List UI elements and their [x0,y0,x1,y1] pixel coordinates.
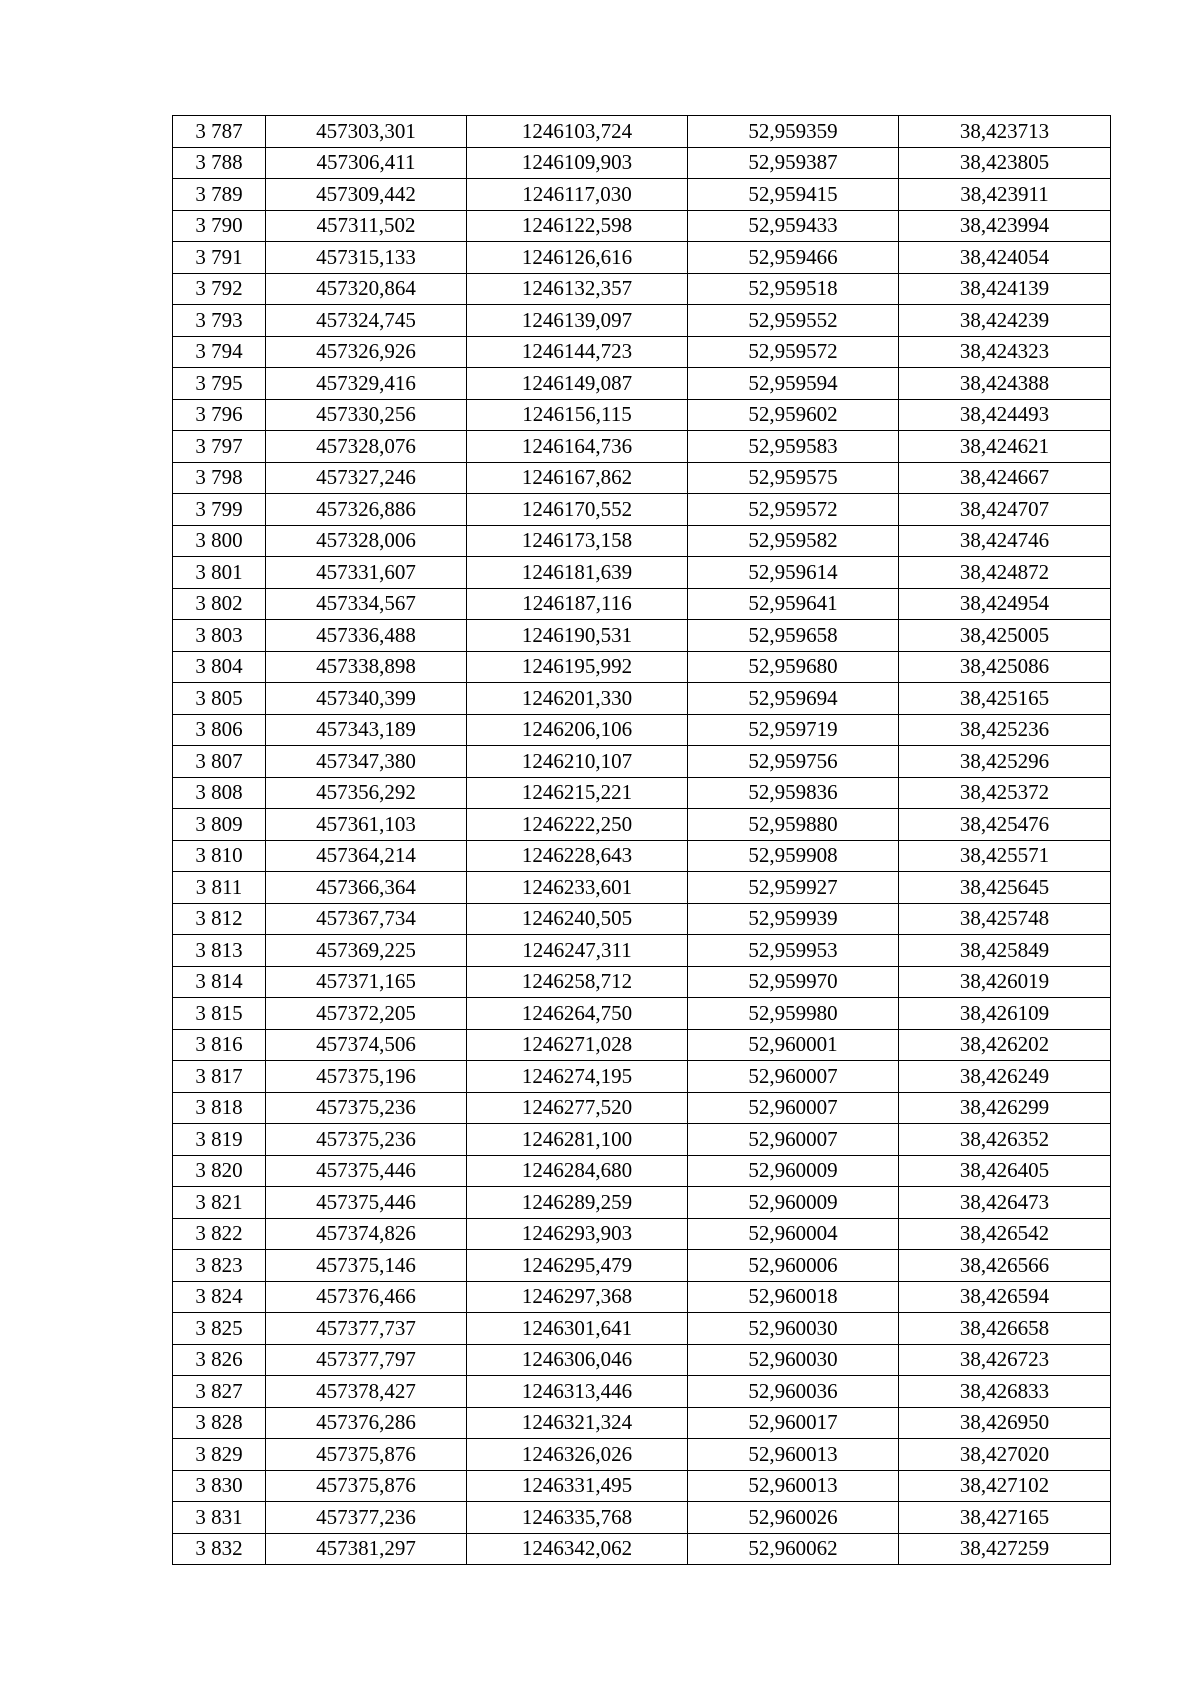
y-coordinate-cell: 1246117,030 [467,179,688,211]
latitude-cell: 52,959572 [688,494,899,526]
latitude-cell: 52,959518 [688,273,899,305]
y-coordinate-cell: 1246274,195 [467,1061,688,1093]
y-coordinate-cell: 1246258,712 [467,966,688,998]
longitude-cell: 38,425165 [899,683,1111,715]
x-coordinate-cell: 457328,006 [266,525,467,557]
longitude-cell: 38,424621 [899,431,1111,463]
point-number-cell: 3 811 [173,872,266,904]
y-coordinate-cell: 1246289,259 [467,1187,688,1219]
longitude-cell: 38,424139 [899,273,1111,305]
point-number-cell: 3 791 [173,242,266,274]
table-row [173,714,1111,746]
point-number-cell: 3 806 [173,714,266,746]
x-coordinate-cell: 457309,442 [266,179,467,211]
y-coordinate-cell: 1246109,903 [467,147,688,179]
x-coordinate-cell: 457366,364 [266,872,467,904]
point-number-cell: 3 828 [173,1407,266,1439]
y-coordinate-cell: 1246215,221 [467,777,688,809]
table-row [173,305,1111,337]
table-row [173,1218,1111,1250]
table-row [173,1502,1111,1534]
y-coordinate-cell: 1246195,992 [467,651,688,683]
latitude-cell: 52,960007 [688,1092,899,1124]
y-coordinate-cell: 1246233,601 [467,872,688,904]
table-row [173,1124,1111,1156]
y-coordinate-cell: 1246284,680 [467,1155,688,1187]
coordinates-table-body [173,116,1111,1565]
y-coordinate-cell: 1246331,495 [467,1470,688,1502]
x-coordinate-cell: 457378,427 [266,1376,467,1408]
point-number-cell: 3 801 [173,557,266,589]
y-coordinate-cell: 1246293,903 [467,1218,688,1250]
latitude-cell: 52,959552 [688,305,899,337]
table-row [173,935,1111,967]
point-number-cell: 3 821 [173,1187,266,1219]
table-row [173,1281,1111,1313]
longitude-cell: 38,425005 [899,620,1111,652]
longitude-cell: 38,427020 [899,1439,1111,1471]
point-number-cell: 3 802 [173,588,266,620]
point-number-cell: 3 817 [173,1061,266,1093]
x-coordinate-cell: 457311,502 [266,210,467,242]
x-coordinate-cell: 457375,446 [266,1187,467,1219]
y-coordinate-cell: 1246103,724 [467,116,688,148]
point-number-cell: 3 809 [173,809,266,841]
x-coordinate-cell: 457376,286 [266,1407,467,1439]
table-row [173,179,1111,211]
longitude-cell: 38,425296 [899,746,1111,778]
longitude-cell: 38,425571 [899,840,1111,872]
x-coordinate-cell: 457367,734 [266,903,467,935]
longitude-cell: 38,426109 [899,998,1111,1030]
latitude-cell: 52,959415 [688,179,899,211]
longitude-cell: 38,424323 [899,336,1111,368]
x-coordinate-cell: 457364,214 [266,840,467,872]
table-row [173,1029,1111,1061]
x-coordinate-cell: 457375,236 [266,1124,467,1156]
point-number-cell: 3 814 [173,966,266,998]
latitude-cell: 52,959694 [688,683,899,715]
x-coordinate-cell: 457338,898 [266,651,467,683]
latitude-cell: 52,960007 [688,1061,899,1093]
x-coordinate-cell: 457375,876 [266,1470,467,1502]
x-coordinate-cell: 457324,745 [266,305,467,337]
latitude-cell: 52,959939 [688,903,899,935]
table-row [173,462,1111,494]
latitude-cell: 52,959953 [688,935,899,967]
y-coordinate-cell: 1246301,641 [467,1313,688,1345]
table-row [173,1061,1111,1093]
longitude-cell: 38,423911 [899,179,1111,211]
latitude-cell: 52,959583 [688,431,899,463]
table-row [173,777,1111,809]
table-row [173,368,1111,400]
longitude-cell: 38,425372 [899,777,1111,809]
x-coordinate-cell: 457329,416 [266,368,467,400]
point-number-cell: 3 797 [173,431,266,463]
y-coordinate-cell: 1246126,616 [467,242,688,274]
latitude-cell: 52,960017 [688,1407,899,1439]
longitude-cell: 38,423713 [899,116,1111,148]
longitude-cell: 38,423805 [899,147,1111,179]
y-coordinate-cell: 1246206,106 [467,714,688,746]
table-row [173,903,1111,935]
longitude-cell: 38,426658 [899,1313,1111,1345]
point-number-cell: 3 818 [173,1092,266,1124]
x-coordinate-cell: 457376,466 [266,1281,467,1313]
longitude-cell: 38,426566 [899,1250,1111,1282]
point-number-cell: 3 799 [173,494,266,526]
longitude-cell: 38,424239 [899,305,1111,337]
table-row [173,998,1111,1030]
table-row [173,1155,1111,1187]
y-coordinate-cell: 1246281,100 [467,1124,688,1156]
latitude-cell: 52,959980 [688,998,899,1030]
longitude-cell: 38,425086 [899,651,1111,683]
point-number-cell: 3 829 [173,1439,266,1471]
table-row [173,651,1111,683]
point-number-cell: 3 813 [173,935,266,967]
y-coordinate-cell: 1246132,357 [467,273,688,305]
point-number-cell: 3 830 [173,1470,266,1502]
longitude-cell: 38,424493 [899,399,1111,431]
x-coordinate-cell: 457371,165 [266,966,467,998]
latitude-cell: 52,960026 [688,1502,899,1534]
longitude-cell: 38,426950 [899,1407,1111,1439]
point-number-cell: 3 827 [173,1376,266,1408]
point-number-cell: 3 831 [173,1502,266,1534]
latitude-cell: 52,960006 [688,1250,899,1282]
point-number-cell: 3 790 [173,210,266,242]
x-coordinate-cell: 457377,797 [266,1344,467,1376]
point-number-cell: 3 789 [173,179,266,211]
latitude-cell: 52,959359 [688,116,899,148]
x-coordinate-cell: 457331,607 [266,557,467,589]
latitude-cell: 52,959756 [688,746,899,778]
longitude-cell: 38,426542 [899,1218,1111,1250]
table-row [173,588,1111,620]
coordinates-table [172,115,1111,1565]
latitude-cell: 52,959466 [688,242,899,274]
table-row [173,210,1111,242]
point-number-cell: 3 816 [173,1029,266,1061]
point-number-cell: 3 787 [173,116,266,148]
latitude-cell: 52,960001 [688,1029,899,1061]
x-coordinate-cell: 457340,399 [266,683,467,715]
table-row [173,399,1111,431]
latitude-cell: 52,960013 [688,1439,899,1471]
latitude-cell: 52,959836 [688,777,899,809]
x-coordinate-cell: 457381,297 [266,1533,467,1565]
table-row [173,1470,1111,1502]
y-coordinate-cell: 1246164,736 [467,431,688,463]
x-coordinate-cell: 457375,446 [266,1155,467,1187]
table-row [173,1533,1111,1565]
x-coordinate-cell: 457375,196 [266,1061,467,1093]
point-number-cell: 3 815 [173,998,266,1030]
y-coordinate-cell: 1246271,028 [467,1029,688,1061]
x-coordinate-cell: 457328,076 [266,431,467,463]
y-coordinate-cell: 1246306,046 [467,1344,688,1376]
x-coordinate-cell: 457334,567 [266,588,467,620]
point-number-cell: 3 810 [173,840,266,872]
longitude-cell: 38,426405 [899,1155,1111,1187]
table-row [173,966,1111,998]
latitude-cell: 52,959387 [688,147,899,179]
table-row [173,872,1111,904]
y-coordinate-cell: 1246170,552 [467,494,688,526]
latitude-cell: 52,960007 [688,1124,899,1156]
y-coordinate-cell: 1246167,862 [467,462,688,494]
latitude-cell: 52,959582 [688,525,899,557]
x-coordinate-cell: 457356,292 [266,777,467,809]
y-coordinate-cell: 1246156,115 [467,399,688,431]
longitude-cell: 38,423994 [899,210,1111,242]
point-number-cell: 3 819 [173,1124,266,1156]
x-coordinate-cell: 457303,301 [266,116,467,148]
y-coordinate-cell: 1246240,505 [467,903,688,935]
x-coordinate-cell: 457347,380 [266,746,467,778]
x-coordinate-cell: 457361,103 [266,809,467,841]
y-coordinate-cell: 1246190,531 [467,620,688,652]
point-number-cell: 3 796 [173,399,266,431]
table-row [173,1407,1111,1439]
x-coordinate-cell: 457369,225 [266,935,467,967]
table-row [173,746,1111,778]
latitude-cell: 52,960013 [688,1470,899,1502]
longitude-cell: 38,425236 [899,714,1111,746]
table-row [173,147,1111,179]
table-row [173,431,1111,463]
point-number-cell: 3 798 [173,462,266,494]
x-coordinate-cell: 457375,236 [266,1092,467,1124]
y-coordinate-cell: 1246210,107 [467,746,688,778]
x-coordinate-cell: 457377,737 [266,1313,467,1345]
latitude-cell: 52,959572 [688,336,899,368]
longitude-cell: 38,424054 [899,242,1111,274]
longitude-cell: 38,424746 [899,525,1111,557]
longitude-cell: 38,424707 [899,494,1111,526]
longitude-cell: 38,427259 [899,1533,1111,1565]
table-row [173,1092,1111,1124]
point-number-cell: 3 824 [173,1281,266,1313]
table-row [173,1313,1111,1345]
longitude-cell: 38,426833 [899,1376,1111,1408]
latitude-cell: 52,959575 [688,462,899,494]
latitude-cell: 52,959970 [688,966,899,998]
point-number-cell: 3 803 [173,620,266,652]
table-row [173,1439,1111,1471]
latitude-cell: 52,959880 [688,809,899,841]
longitude-cell: 38,425849 [899,935,1111,967]
y-coordinate-cell: 1246321,324 [467,1407,688,1439]
point-number-cell: 3 807 [173,746,266,778]
table-row [173,494,1111,526]
table-row [173,1376,1111,1408]
latitude-cell: 52,959908 [688,840,899,872]
x-coordinate-cell: 457320,864 [266,273,467,305]
point-number-cell: 3 804 [173,651,266,683]
x-coordinate-cell: 457326,886 [266,494,467,526]
x-coordinate-cell: 457375,876 [266,1439,467,1471]
point-number-cell: 3 808 [173,777,266,809]
latitude-cell: 52,959602 [688,399,899,431]
x-coordinate-cell: 457336,488 [266,620,467,652]
point-number-cell: 3 800 [173,525,266,557]
x-coordinate-cell: 457330,256 [266,399,467,431]
y-coordinate-cell: 1246297,368 [467,1281,688,1313]
table-row [173,525,1111,557]
longitude-cell: 38,426202 [899,1029,1111,1061]
y-coordinate-cell: 1246181,639 [467,557,688,589]
latitude-cell: 52,959641 [688,588,899,620]
table-row [173,336,1111,368]
point-number-cell: 3 826 [173,1344,266,1376]
latitude-cell: 52,959680 [688,651,899,683]
y-coordinate-cell: 1246313,446 [467,1376,688,1408]
x-coordinate-cell: 457377,236 [266,1502,467,1534]
latitude-cell: 52,959433 [688,210,899,242]
table-row [173,809,1111,841]
point-number-cell: 3 793 [173,305,266,337]
point-number-cell: 3 832 [173,1533,266,1565]
point-number-cell: 3 792 [173,273,266,305]
point-number-cell: 3 812 [173,903,266,935]
longitude-cell: 38,426352 [899,1124,1111,1156]
point-number-cell: 3 820 [173,1155,266,1187]
y-coordinate-cell: 1246122,598 [467,210,688,242]
x-coordinate-cell: 457326,926 [266,336,467,368]
x-coordinate-cell: 457374,826 [266,1218,467,1250]
longitude-cell: 38,426594 [899,1281,1111,1313]
y-coordinate-cell: 1246277,520 [467,1092,688,1124]
latitude-cell: 52,959719 [688,714,899,746]
longitude-cell: 38,425476 [899,809,1111,841]
y-coordinate-cell: 1246139,097 [467,305,688,337]
longitude-cell: 38,426723 [899,1344,1111,1376]
table-row [173,273,1111,305]
x-coordinate-cell: 457375,146 [266,1250,467,1282]
x-coordinate-cell: 457374,506 [266,1029,467,1061]
y-coordinate-cell: 1246201,330 [467,683,688,715]
y-coordinate-cell: 1246173,158 [467,525,688,557]
table-row [173,557,1111,589]
y-coordinate-cell: 1246187,116 [467,588,688,620]
latitude-cell: 52,960004 [688,1218,899,1250]
point-number-cell: 3 805 [173,683,266,715]
y-coordinate-cell: 1246222,250 [467,809,688,841]
longitude-cell: 38,426249 [899,1061,1111,1093]
y-coordinate-cell: 1246228,643 [467,840,688,872]
latitude-cell: 52,959594 [688,368,899,400]
table-row [173,683,1111,715]
latitude-cell: 52,960030 [688,1344,899,1376]
y-coordinate-cell: 1246295,479 [467,1250,688,1282]
x-coordinate-cell: 457315,133 [266,242,467,274]
longitude-cell: 38,426473 [899,1187,1111,1219]
point-number-cell: 3 822 [173,1218,266,1250]
longitude-cell: 38,426019 [899,966,1111,998]
latitude-cell: 52,960009 [688,1187,899,1219]
table-row [173,840,1111,872]
x-coordinate-cell: 457327,246 [266,462,467,494]
longitude-cell: 38,425645 [899,872,1111,904]
point-number-cell: 3 825 [173,1313,266,1345]
latitude-cell: 52,960036 [688,1376,899,1408]
longitude-cell: 38,424667 [899,462,1111,494]
latitude-cell: 52,960030 [688,1313,899,1345]
y-coordinate-cell: 1246149,087 [467,368,688,400]
table-row [173,620,1111,652]
y-coordinate-cell: 1246335,768 [467,1502,688,1534]
y-coordinate-cell: 1246326,026 [467,1439,688,1471]
longitude-cell: 38,427165 [899,1502,1111,1534]
longitude-cell: 38,424388 [899,368,1111,400]
point-number-cell: 3 823 [173,1250,266,1282]
latitude-cell: 52,960018 [688,1281,899,1313]
point-number-cell: 3 788 [173,147,266,179]
y-coordinate-cell: 1246342,062 [467,1533,688,1565]
table-row [173,242,1111,274]
latitude-cell: 52,959614 [688,557,899,589]
latitude-cell: 52,960009 [688,1155,899,1187]
y-coordinate-cell: 1246144,723 [467,336,688,368]
table-row [173,1344,1111,1376]
x-coordinate-cell: 457343,189 [266,714,467,746]
longitude-cell: 38,426299 [899,1092,1111,1124]
table-row [173,1250,1111,1282]
x-coordinate-cell: 457372,205 [266,998,467,1030]
longitude-cell: 38,424954 [899,588,1111,620]
point-number-cell: 3 795 [173,368,266,400]
longitude-cell: 38,427102 [899,1470,1111,1502]
x-coordinate-cell: 457306,411 [266,147,467,179]
longitude-cell: 38,424872 [899,557,1111,589]
table-row [173,116,1111,148]
latitude-cell: 52,960062 [688,1533,899,1565]
y-coordinate-cell: 1246247,311 [467,935,688,967]
point-number-cell: 3 794 [173,336,266,368]
latitude-cell: 52,959927 [688,872,899,904]
y-coordinate-cell: 1246264,750 [467,998,688,1030]
longitude-cell: 38,425748 [899,903,1111,935]
table-row [173,1187,1111,1219]
latitude-cell: 52,959658 [688,620,899,652]
